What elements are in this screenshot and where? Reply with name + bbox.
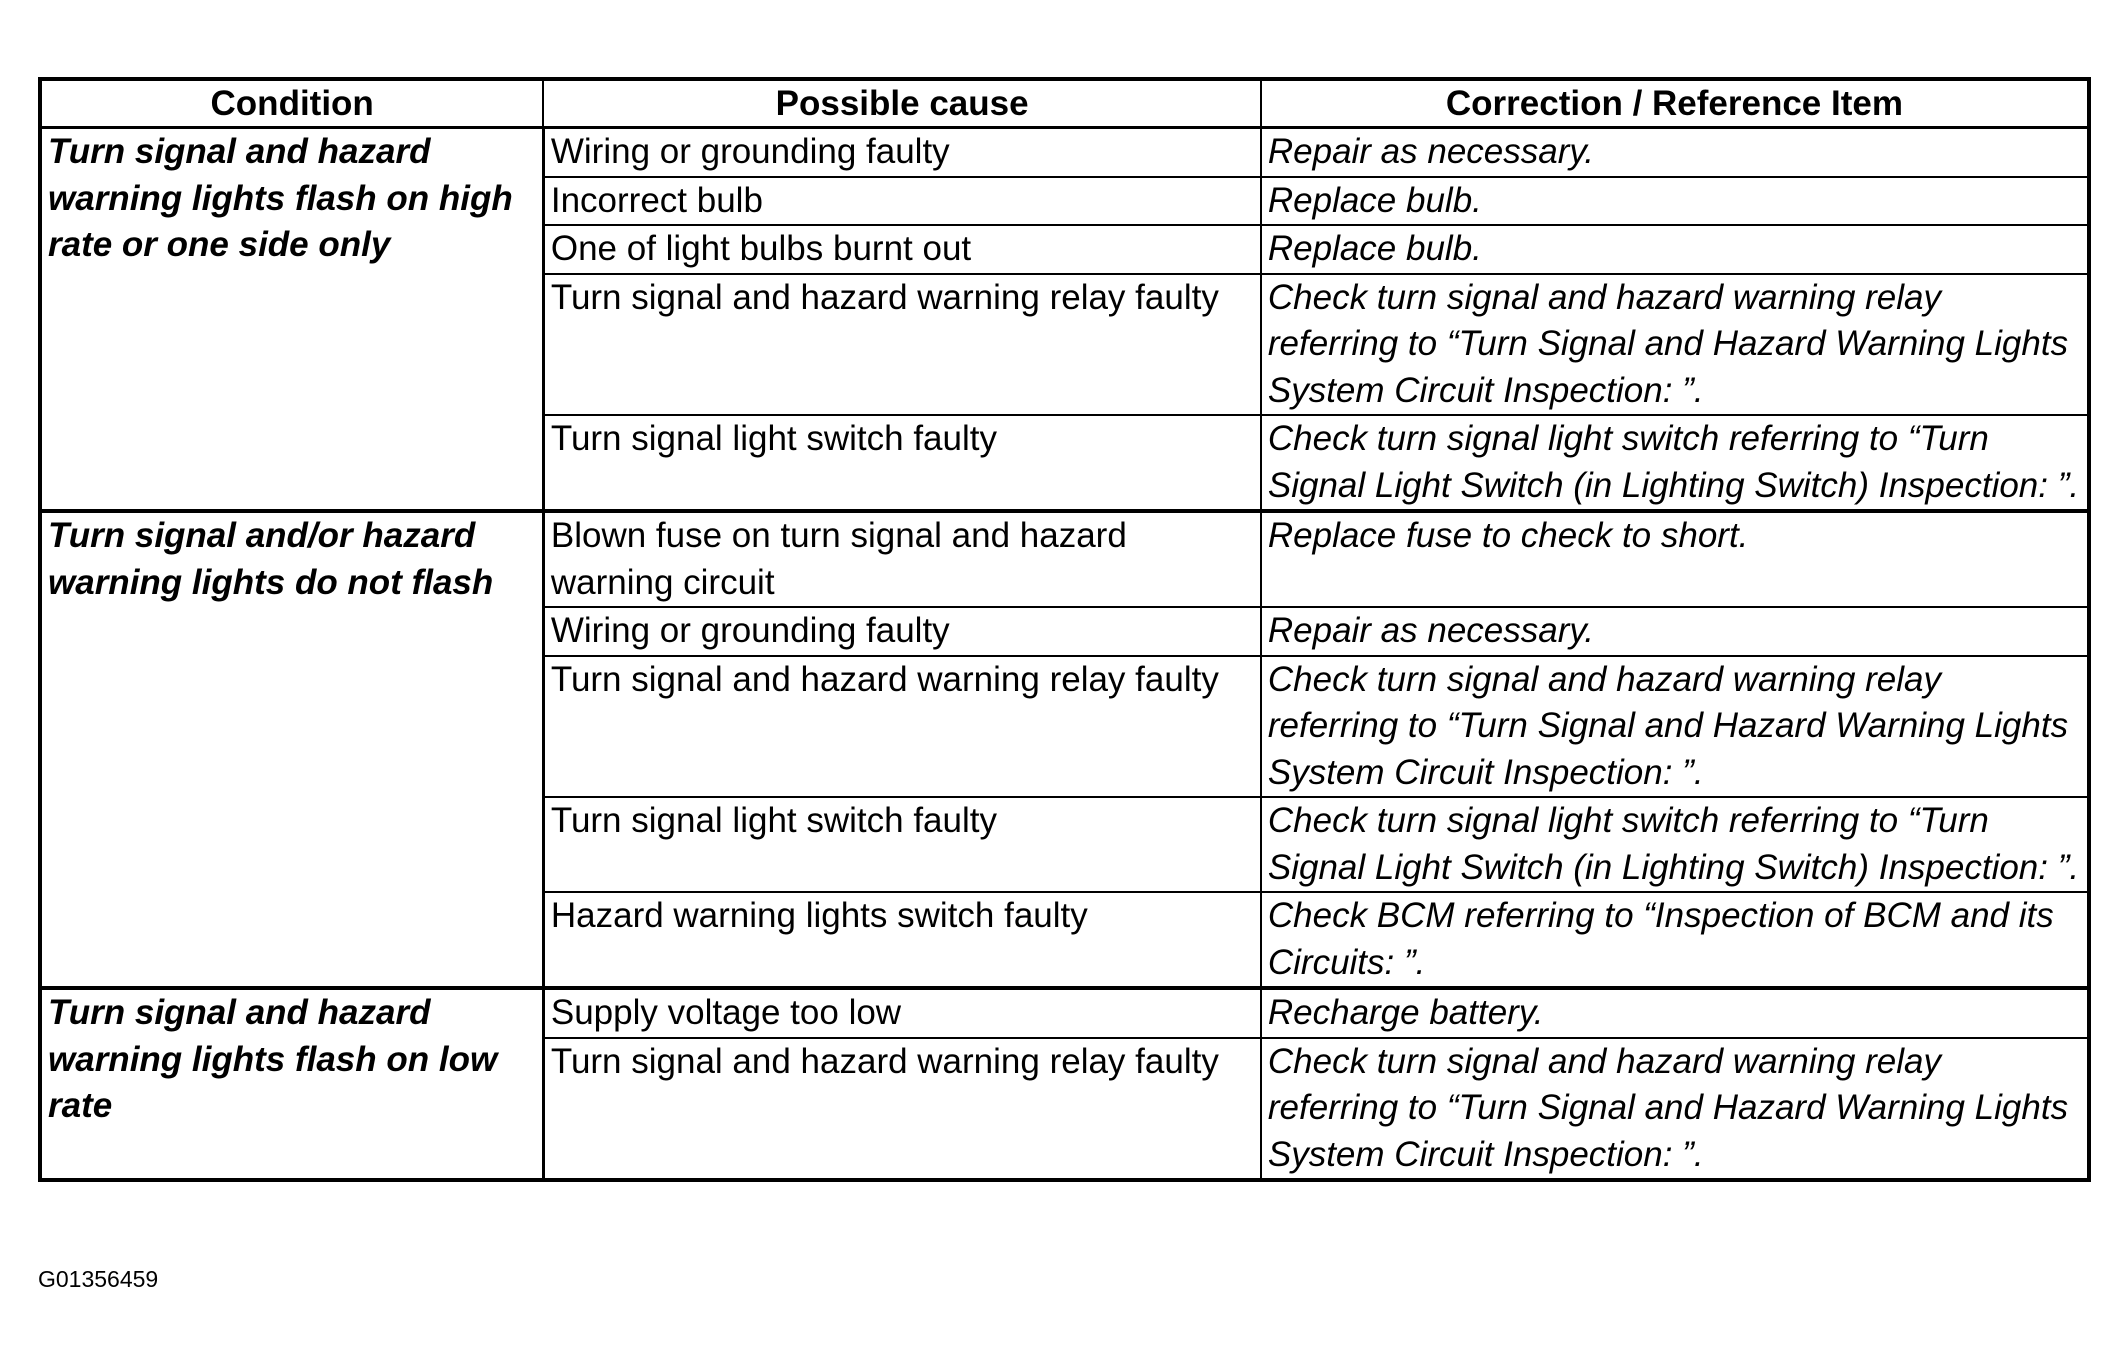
figure-id-label: G01356459 (38, 1266, 159, 1292)
cause-cell: Turn signal and hazard warning relay faulty (543, 656, 1261, 798)
correction-cell: Check turn signal and hazard warning relay referring to “Turn Signal and Hazard Warning Lights System Circuit Inspection: ”. (1261, 274, 2089, 416)
cause-cell: Wiring or grounding faulty (543, 607, 1261, 656)
condition-cell: Turn signal and hazard warning lights flash on high rate or one side only (40, 128, 543, 512)
correction-cell: Recharge battery. (1261, 988, 2089, 1038)
correction-cell: Check turn signal and hazard warning relay referring to “Turn Signal and Hazard Warning Lights System Circuit Inspection: ”. (1261, 1038, 2089, 1181)
correction-cell: Check turn signal light switch referring to “Turn Signal Light Switch (in Lighting Switch) Inspection: ”. (1261, 415, 2089, 511)
troubleshooting-table (38, 77, 2091, 1182)
header-condition: Condition (40, 79, 543, 128)
correction-cell: Repair as necessary. (1261, 128, 2089, 177)
cause-cell: Turn signal and hazard warning relay faulty (543, 274, 1261, 416)
correction-cell: Replace bulb. (1261, 225, 2089, 274)
cause-cell: Turn signal light switch faulty (543, 415, 1261, 511)
correction-cell: Check BCM referring to “Inspection of BCM and its Circuits: ”. (1261, 892, 2089, 988)
cause-cell: Turn signal and hazard warning relay faulty (543, 1038, 1261, 1181)
cause-cell: Incorrect bulb (543, 177, 1261, 226)
correction-cell: Replace fuse to check to short. (1261, 511, 2089, 607)
header-possible-cause: Possible cause (543, 79, 1261, 128)
cause-cell: Wiring or grounding faulty (543, 128, 1261, 177)
table-row (40, 511, 2089, 607)
table-row (40, 128, 2089, 177)
cause-cell: One of light bulbs burnt out (543, 225, 1261, 274)
condition-cell: Turn signal and hazard warning lights flash on low rate (40, 988, 543, 1180)
cause-cell: Turn signal light switch faulty (543, 797, 1261, 892)
cause-cell: Blown fuse on turn signal and hazard warning circuit (543, 511, 1261, 607)
table-row (40, 988, 2089, 1038)
correction-cell: Replace bulb. (1261, 177, 2089, 226)
correction-cell: Check turn signal and hazard warning relay referring to “Turn Signal and Hazard Warning Lights System Circuit Inspection: ”. (1261, 656, 2089, 798)
cause-cell: Hazard warning lights switch faulty (543, 892, 1261, 988)
header-correction: Correction / Reference Item (1261, 79, 2089, 128)
correction-cell: Repair as necessary. (1261, 607, 2089, 656)
condition-cell: Turn signal and/or hazard warning lights do not flash (40, 511, 543, 988)
correction-cell: Check turn signal light switch referring to “Turn Signal Light Switch (in Lighting Switch) Inspection: ”. (1261, 797, 2089, 892)
cause-cell: Supply voltage too low (543, 988, 1261, 1038)
table-header-row (40, 79, 2089, 128)
